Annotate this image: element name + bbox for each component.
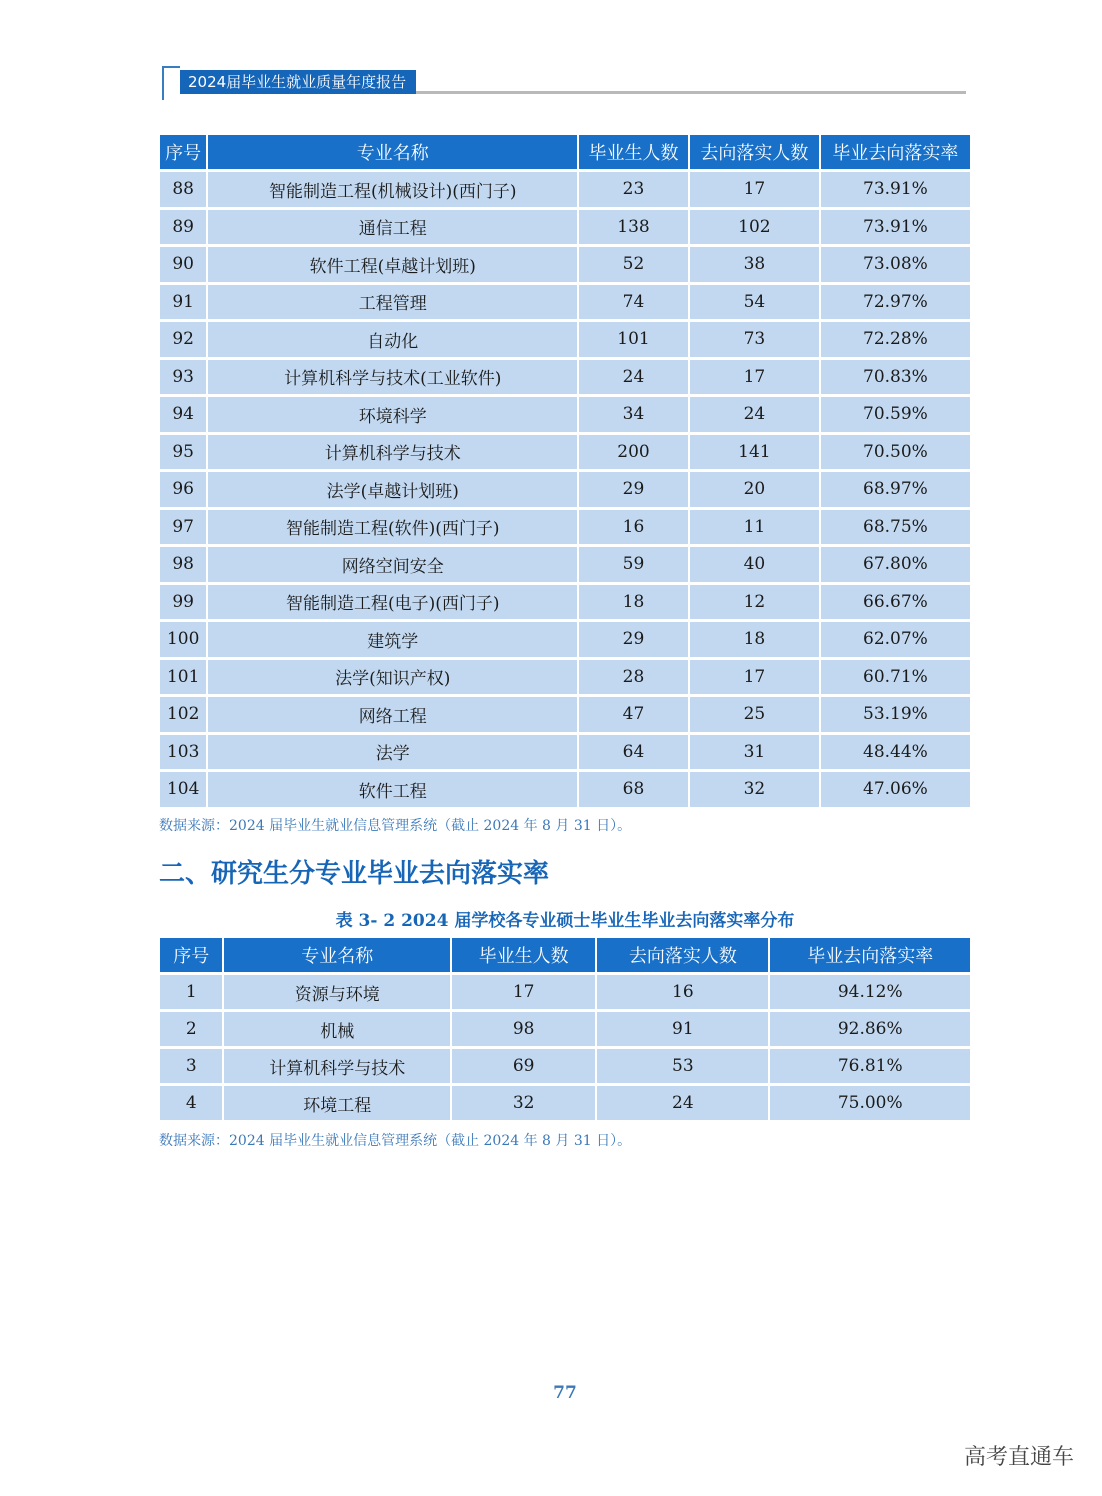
cell-graduates: 28 (579, 660, 688, 695)
cell-rate: 92.86% (770, 1012, 970, 1046)
cell-rate: 94.12% (770, 975, 970, 1009)
cell-graduates: 23 (579, 172, 688, 207)
cell-rate: 72.28% (821, 322, 970, 357)
col-header-index: 序号 (160, 938, 222, 972)
cell-placed: 17 (690, 660, 819, 695)
cell-major: 建筑学 (208, 622, 577, 657)
table-header-row (160, 135, 970, 169)
table-row (160, 585, 970, 620)
cell-rate: 72.97% (821, 285, 970, 320)
table-caption: 表 3- 2 2024 届学校各专业硕士毕业生毕业去向落实率分布 (335, 911, 795, 931)
cell-placed: 141 (690, 435, 819, 470)
cell-index: 98 (160, 547, 206, 582)
cell-graduates: 29 (579, 472, 688, 507)
cell-index: 92 (160, 322, 206, 357)
cell-placed: 31 (690, 735, 819, 770)
cell-major: 资源与环境 (224, 975, 450, 1009)
col-header-rate: 毕业去向落实率 (770, 938, 970, 972)
cell-rate: 70.50% (821, 435, 970, 470)
cell-graduates: 32 (452, 1086, 595, 1120)
cell-index: 91 (160, 285, 206, 320)
cell-major: 环境工程 (224, 1086, 450, 1120)
cell-major: 环境科学 (208, 397, 577, 432)
cell-rate: 70.83% (821, 360, 970, 395)
cell-index: 97 (160, 510, 206, 545)
table-row (160, 660, 970, 695)
cell-major: 智能制造工程(电子)(西门子) (208, 585, 577, 620)
cell-placed: 25 (690, 697, 819, 732)
cell-rate: 73.91% (821, 172, 970, 207)
table-row (160, 210, 970, 245)
table-row (160, 1012, 970, 1046)
cell-major: 通信工程 (208, 210, 577, 245)
cell-major: 自动化 (208, 322, 577, 357)
table-row (160, 1049, 970, 1083)
cell-index: 3 (160, 1049, 222, 1083)
cell-graduates: 18 (579, 585, 688, 620)
table-row (160, 975, 970, 1009)
col-header-major: 专业名称 (208, 135, 577, 169)
cell-index: 88 (160, 172, 206, 207)
cell-index: 101 (160, 660, 206, 695)
table-row (160, 172, 970, 207)
undergrad-source-note: 数据来源：2024 届毕业生就业信息管理系统（截止 2024 年 8 月 31 日）。 (159, 818, 632, 834)
table-row (160, 735, 970, 770)
cell-major: 软件工程(卓越计划班) (208, 247, 577, 282)
cell-graduates: 200 (579, 435, 688, 470)
cell-index: 99 (160, 585, 206, 620)
table-row (160, 1086, 970, 1120)
table-row (160, 285, 970, 320)
cell-index: 103 (160, 735, 206, 770)
cell-graduates: 16 (579, 510, 688, 545)
col-header-rate: 毕业去向落实率 (821, 135, 970, 169)
cell-graduates: 29 (579, 622, 688, 657)
cell-major: 机械 (224, 1012, 450, 1046)
cell-rate: 60.71% (821, 660, 970, 695)
table-row (160, 435, 970, 470)
cell-index: 93 (160, 360, 206, 395)
cell-graduates: 24 (579, 360, 688, 395)
cell-major: 工程管理 (208, 285, 577, 320)
col-header-index: 序号 (160, 135, 206, 169)
col-header-graduates: 毕业生人数 (579, 135, 688, 169)
header-bracket (162, 66, 180, 100)
cell-major: 智能制造工程(软件)(西门子) (208, 510, 577, 545)
page-number: 77 (553, 1383, 577, 1403)
cell-major: 网络空间安全 (208, 547, 577, 582)
cell-placed: 20 (690, 472, 819, 507)
cell-major: 法学 (208, 735, 577, 770)
cell-placed: 32 (690, 772, 819, 807)
cell-rate: 62.07% (821, 622, 970, 657)
cell-graduates: 98 (452, 1012, 595, 1046)
cell-index: 94 (160, 397, 206, 432)
cell-major: 法学(知识产权) (208, 660, 577, 695)
cell-graduates: 101 (579, 322, 688, 357)
cell-placed: 54 (690, 285, 819, 320)
table-row (160, 360, 970, 395)
cell-index: 104 (160, 772, 206, 807)
cell-graduates: 64 (579, 735, 688, 770)
cell-rate: 70.59% (821, 397, 970, 432)
table-header-row (160, 938, 970, 972)
table-row (160, 697, 970, 732)
cell-placed: 17 (690, 360, 819, 395)
table-row (160, 510, 970, 545)
cell-index: 100 (160, 622, 206, 657)
cell-graduates: 138 (579, 210, 688, 245)
cell-placed: 12 (690, 585, 819, 620)
cell-graduates: 69 (452, 1049, 595, 1083)
cell-graduates: 59 (579, 547, 688, 582)
cell-placed: 91 (597, 1012, 768, 1046)
cell-graduates: 74 (579, 285, 688, 320)
cell-placed: 24 (690, 397, 819, 432)
table-row (160, 472, 970, 507)
cell-placed: 102 (690, 210, 819, 245)
cell-graduates: 47 (579, 697, 688, 732)
cell-rate: 48.44% (821, 735, 970, 770)
cell-placed: 11 (690, 510, 819, 545)
cell-rate: 47.06% (821, 772, 970, 807)
cell-graduates: 34 (579, 397, 688, 432)
cell-rate: 73.08% (821, 247, 970, 282)
cell-index: 89 (160, 210, 206, 245)
cell-placed: 18 (690, 622, 819, 657)
cell-index: 90 (160, 247, 206, 282)
grad-source-note: 数据来源：2024 届毕业生就业信息管理系统（截止 2024 年 8 月 31 日）。 (159, 1133, 632, 1149)
table-row (160, 322, 970, 357)
cell-rate: 68.97% (821, 472, 970, 507)
cell-index: 95 (160, 435, 206, 470)
cell-graduates: 17 (452, 975, 595, 1009)
cell-graduates: 68 (579, 772, 688, 807)
table-row (160, 547, 970, 582)
cell-index: 96 (160, 472, 206, 507)
col-header-placed: 去向落实人数 (690, 135, 819, 169)
col-header-placed: 去向落实人数 (597, 938, 768, 972)
cell-rate: 73.91% (821, 210, 970, 245)
cell-major: 网络工程 (208, 697, 577, 732)
cell-graduates: 52 (579, 247, 688, 282)
table-row (160, 772, 970, 807)
cell-major: 计算机科学与技术 (208, 435, 577, 470)
cell-rate: 53.19% (821, 697, 970, 732)
cell-index: 1 (160, 975, 222, 1009)
cell-rate: 66.67% (821, 585, 970, 620)
report-title: 2024届毕业生就业质量年度报告 (180, 70, 416, 94)
cell-placed: 24 (597, 1086, 768, 1120)
cell-major: 计算机科学与技术(工业软件) (208, 360, 577, 395)
table-row (160, 622, 970, 657)
cell-rate: 76.81% (770, 1049, 970, 1083)
cell-rate: 67.80% (821, 547, 970, 582)
cell-index: 2 (160, 1012, 222, 1046)
cell-placed: 16 (597, 975, 768, 1009)
table-row (160, 397, 970, 432)
cell-index: 4 (160, 1086, 222, 1120)
cell-placed: 53 (597, 1049, 768, 1083)
cell-placed: 40 (690, 547, 819, 582)
cell-placed: 73 (690, 322, 819, 357)
undergrad-table (158, 132, 972, 810)
col-header-major: 专业名称 (224, 938, 450, 972)
grad-table (158, 935, 972, 1123)
watermark: 高考直通车 (963, 1445, 1074, 1470)
section-title: 二、研究生分专业毕业去向落实率 (159, 859, 550, 889)
table-row (160, 247, 970, 282)
cell-major: 智能制造工程(机械设计)(西门子) (208, 172, 577, 207)
cell-index: 102 (160, 697, 206, 732)
cell-major: 软件工程 (208, 772, 577, 807)
cell-placed: 38 (690, 247, 819, 282)
cell-major: 法学(卓越计划班) (208, 472, 577, 507)
cell-rate: 75.00% (770, 1086, 970, 1120)
col-header-graduates: 毕业生人数 (452, 938, 595, 972)
cell-rate: 68.75% (821, 510, 970, 545)
cell-major: 计算机科学与技术 (224, 1049, 450, 1083)
cell-placed: 17 (690, 172, 819, 207)
